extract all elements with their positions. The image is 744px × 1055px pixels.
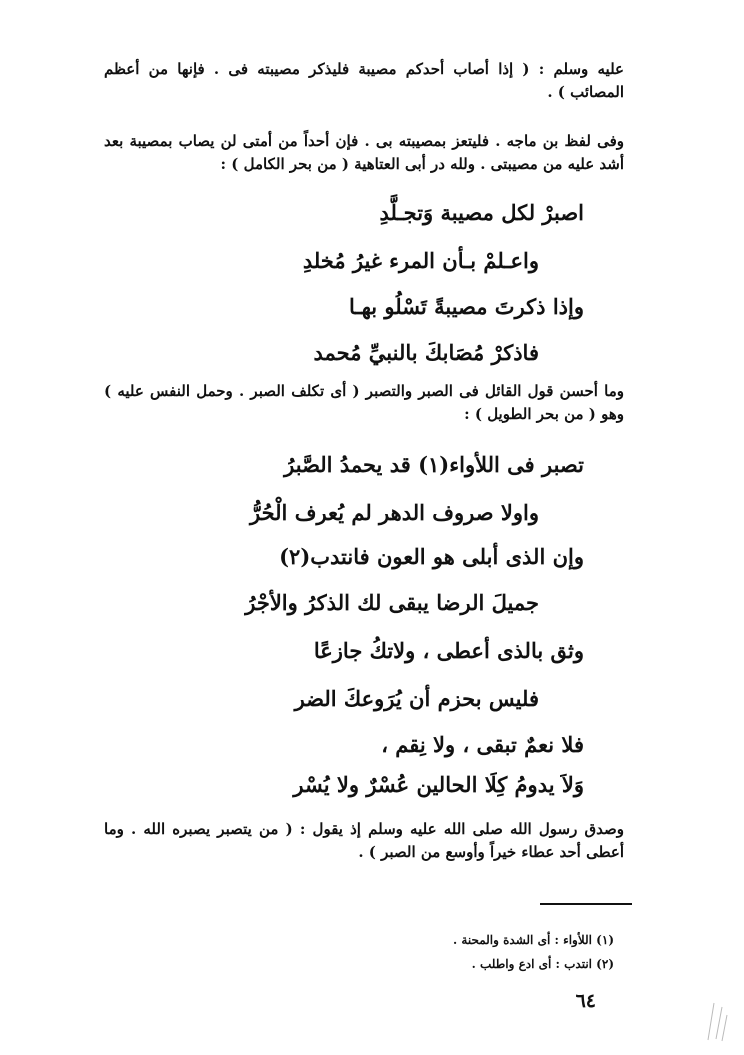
verse-tawil-3: وإن الذى أبلى هو العون فانتدب(٢) [279,544,584,569]
page-number: ٦٤ [575,990,596,1012]
verse-tawil-6: فليس بحزم أن يُرَوعكَ الضر [294,686,539,711]
verse-kamil-4: فاذكرْ مُصَابكَ بالنبيِّ مُحمد [313,340,539,365]
paragraph-4: وصدق رسول الله صلى الله عليه وسلم إذ يقول : ( من يتصبر يصبره الله . وما أعطى أحد عطاء خيراً وأوسع من الصبر ) . [104,820,624,862]
verse-tawil-4: جميلَ الرضا يبقى لك الذكرُ والأجْرُ [245,590,539,615]
paragraph-1: عليه وسلم : ( إذا أصاب أحدكم مصيبة فليذكر مصيبته فى . فإنها من أعظم المصائب ) . [104,60,624,102]
footnote-divider [540,903,632,905]
verse-tawil-1: تصبر فى اللأواء(١) قد يحمدُ الصَّبرُ [284,452,584,477]
verse-tawil-5: وثق بالذى أعطى ، ولاتكُ جازعًا [313,638,584,663]
footnote-1: (١) اللأواء : أى الشدة والمحنة . [453,933,614,947]
footnote-2: (٢) انتدب : أى ادع واطلب . [471,957,614,971]
verse-tawil-7: فلا نعمٌ تبقى ، ولا نِقم ، [381,732,584,757]
paragraph-2: وفى لفظ بن ماجه . فليتعز بمصيبته بى . فإن أحداً من أمتى لن يصاب بمصيبة بعد أشد عليه من مصيبتى . ولله در أبى العتاهية ( من بحر الكامل ) : [104,132,624,174]
verse-tawil-8: وَلاَ يدومُ كِلَا الحالين عُسْرٌ ولا يُسْر [293,772,584,797]
scan-mark-decoration [700,995,730,1045]
verse-tawil-2: واولا صروف الدهر لم يُعرف الْحُرُّ [250,500,539,525]
verse-kamil-1: اصبرْ لكل مصيبة وَتجـلَّدِ [379,200,584,225]
verse-kamil-3: وإذا ذكرتَ مصيبةً تَسْلُو بهـا [349,294,584,319]
verse-kamil-2: واعـلمْ بـأن المرء غيرُ مُخلدِ [302,248,539,273]
paragraph-3: وما أحسن قول القائل فى الصبر والتصبر ( أى تكلف الصبر . وحمل النفس عليه ) وهو ( من بحر الطويل ) : [104,382,624,424]
